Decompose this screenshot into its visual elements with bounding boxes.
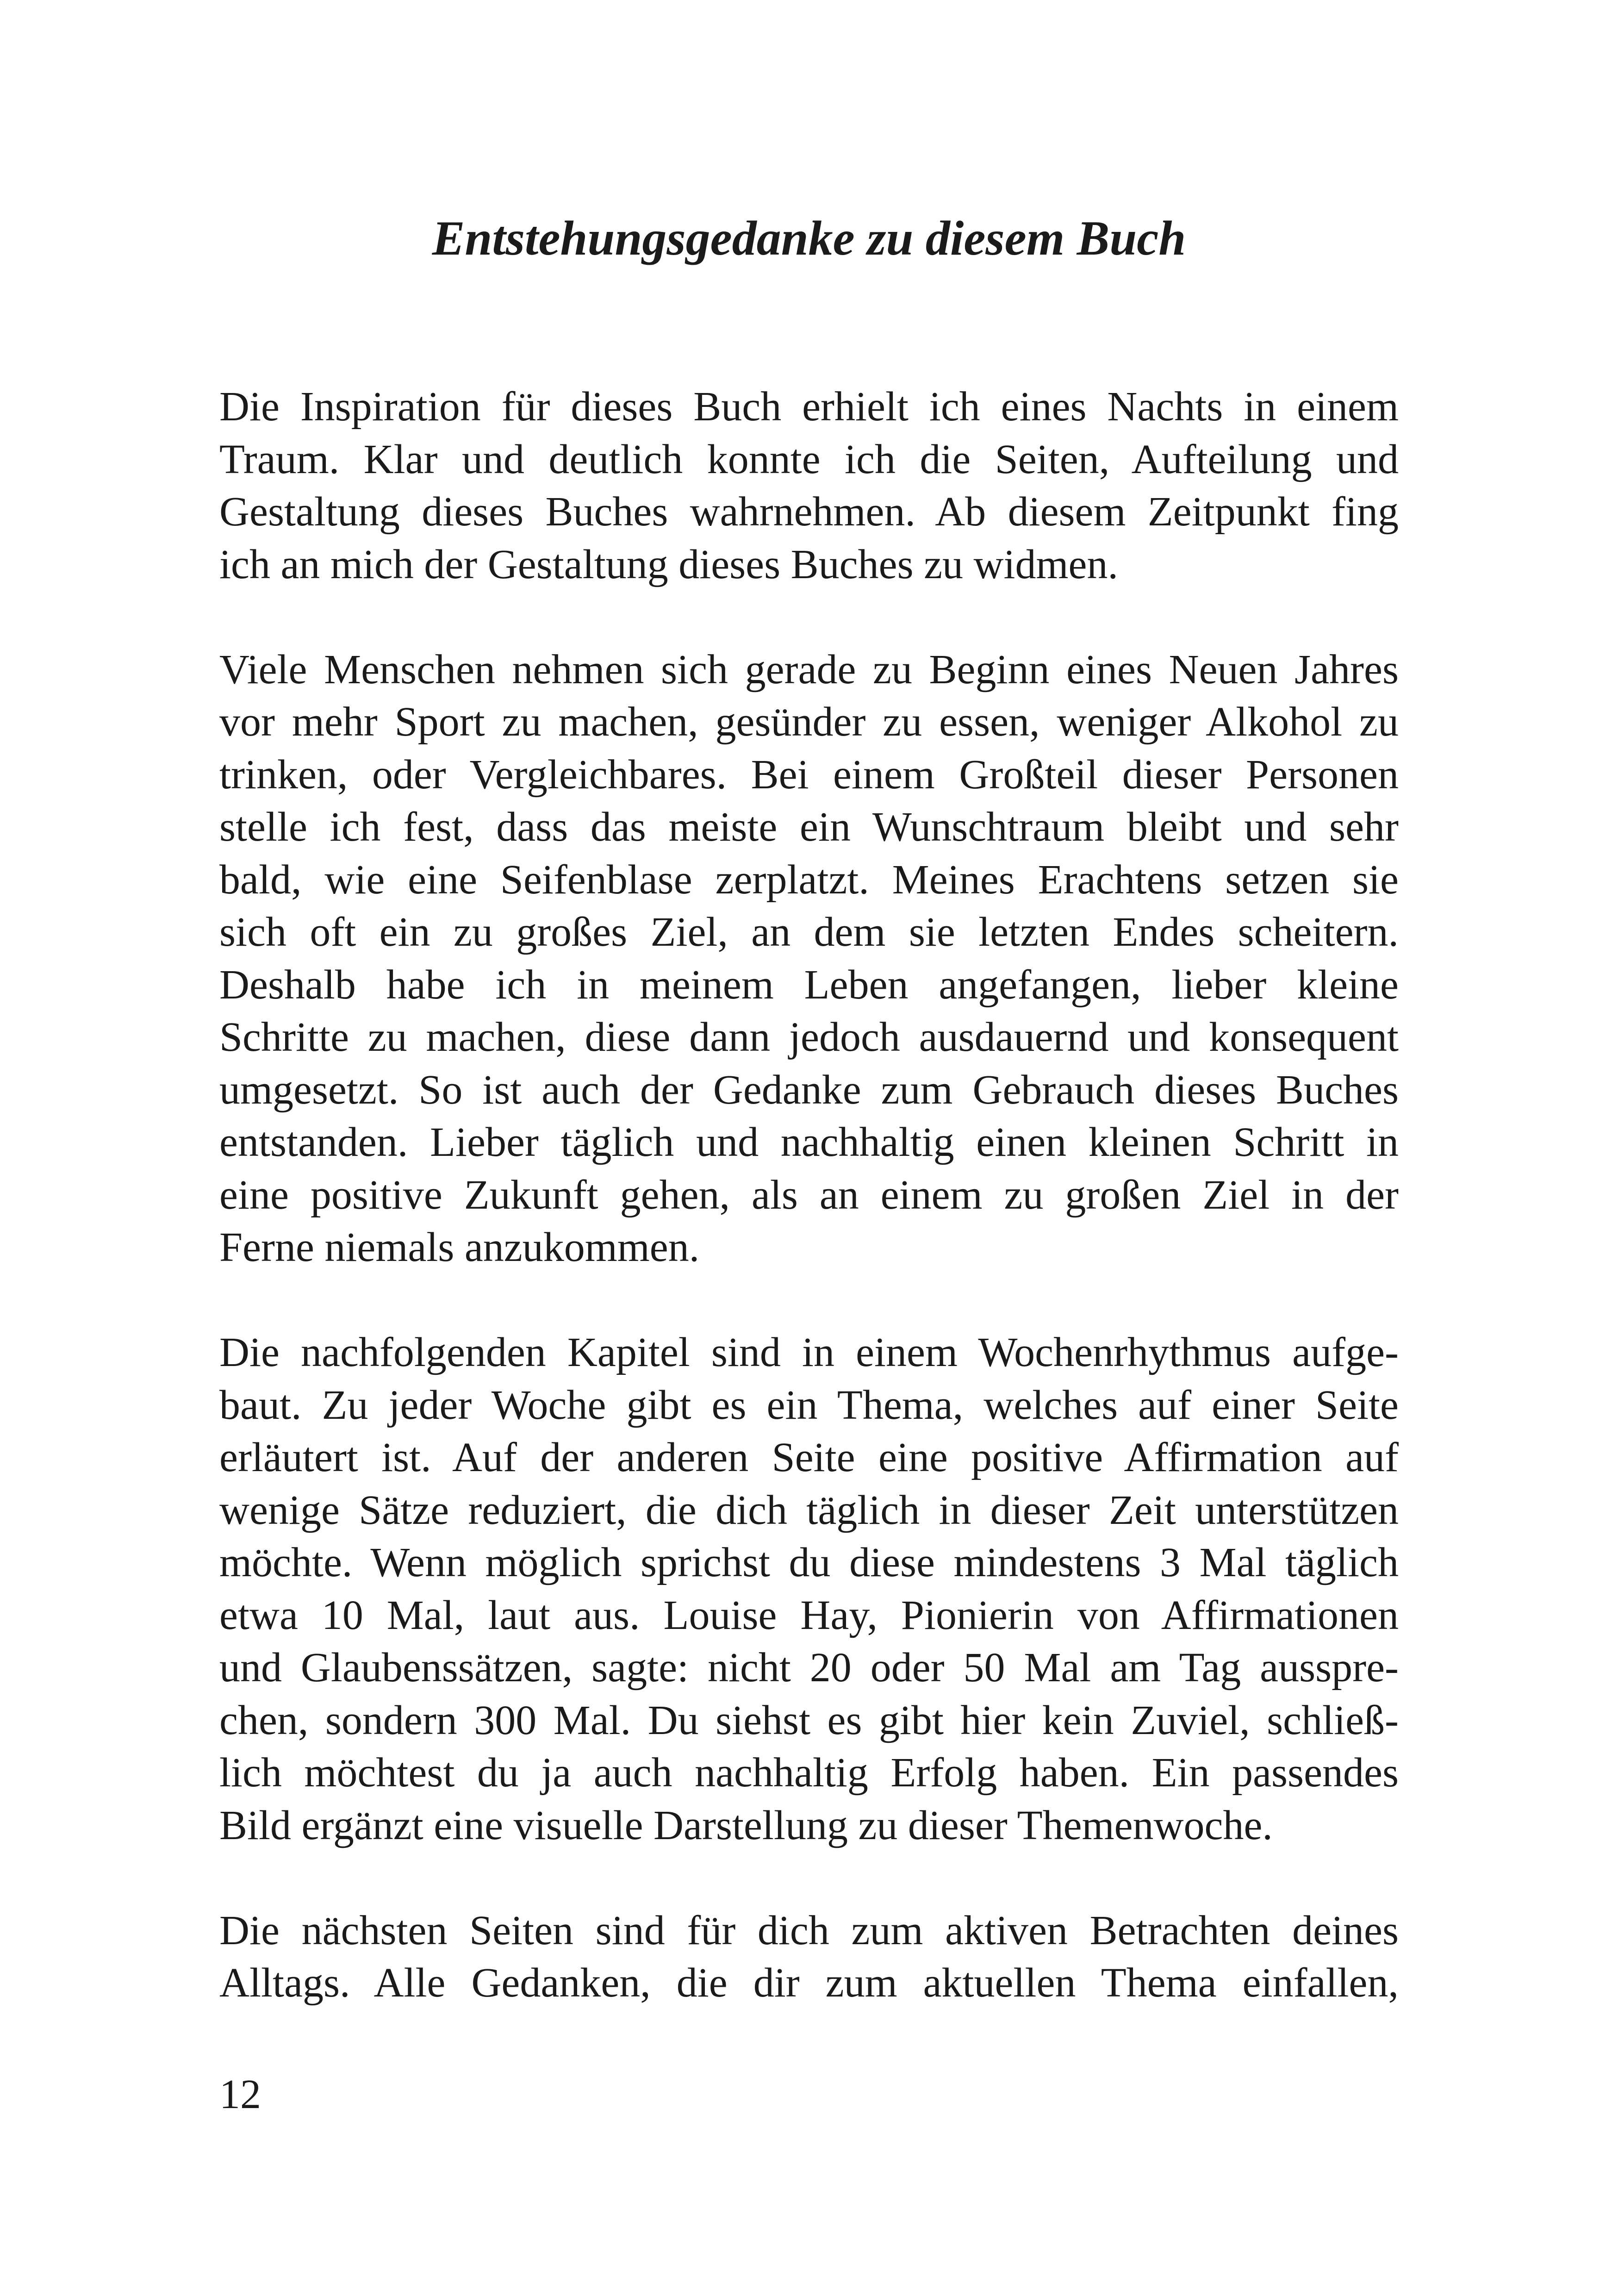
text-line: Alltags. Alle Gedanken, die dir zum aktuellen Thema einfallen, xyxy=(219,1960,1399,2006)
text-line: lich möchtest du ja auch nachhaltig Erfolg haben. Ein passendes xyxy=(219,1750,1399,1796)
text-line: wenige Sätze reduziert, die dich täglich in dieser Zeit unterstützen xyxy=(219,1487,1399,1533)
text-line: Die nachfolgenden Kapitel sind in einem Wochenrhythmus aufge- xyxy=(219,1329,1399,1375)
paragraph xyxy=(219,643,1399,1274)
text-line: ich an mich der Gestaltung dieses Buches zu widmen. xyxy=(219,541,1118,587)
paragraph-gap xyxy=(219,1852,1399,1904)
paragraph-gap xyxy=(219,591,1399,643)
text-line: Bild ergänzt eine visuelle Darstellung zu dieser Themenwoche. xyxy=(219,1802,1273,1848)
chapter-title: Entstehungsgedanke zu diesem Buch xyxy=(432,211,1186,265)
text-line: Gestaltung dieses Buches wahrnehmen. Ab diesem Zeitpunkt fing xyxy=(219,489,1399,535)
text-line: vor mehr Sport zu machen, gesünder zu essen, weniger Alkohol zu xyxy=(219,699,1399,745)
text-line: bald, wie eine Seifenblase zerplatzt. Meines Erachtens setzen sie xyxy=(219,856,1399,903)
text-line: umgesetzt. So ist auch der Gedanke zum Gebrauch dieses Buches xyxy=(219,1067,1399,1113)
text-line: Traum. Klar und deutlich konnte ich die Seiten, Aufteilung und xyxy=(219,436,1399,482)
text-line: Ferne niemals anzukommen. xyxy=(219,1224,700,1270)
text-line: eine positive Zukunft gehen, als an einem zu großen Ziel in der xyxy=(219,1172,1399,1218)
text-line: etwa 10 Mal, laut aus. Louise Hay, Pionierin von Affirmationen xyxy=(219,1592,1399,1638)
text-line: Viele Menschen nehmen sich gerade zu Beginn eines Neuen Jahres xyxy=(219,646,1399,693)
text-line: chen, sondern 300 Mal. Du siehst es gibt hier kein Zuviel, schließ- xyxy=(219,1697,1399,1743)
text-line: Schritte zu machen, diese dann jedoch ausdauernd und konsequent xyxy=(219,1014,1399,1060)
text-line: sich oft ein zu großes Ziel, an dem sie letzten Endes scheitern. xyxy=(219,909,1399,955)
paragraph xyxy=(219,381,1399,591)
text-line: baut. Zu jeder Woche gibt es ein Thema, welches auf einer Seite xyxy=(219,1382,1399,1428)
page-number: 12 xyxy=(219,2071,261,2117)
text-line: Deshalb habe ich in meinem Leben angefangen, lieber kleine xyxy=(219,961,1399,1008)
text-line: trinken, oder Vergleichbares. Bei einem Großteil dieser Personen xyxy=(219,751,1399,798)
text-line: und Glaubenssätzen, sagte: nicht 20 oder 50 Mal am Tag ausspre- xyxy=(219,1645,1399,1691)
text-line: möchte. Wenn möglich sprichst du diese mindestens 3 Mal täglich xyxy=(219,1540,1399,1585)
text-line: Die Inspiration für dieses Buch erhielt ich eines Nachts in einem xyxy=(219,384,1399,430)
paragraph-gap xyxy=(219,1274,1399,1327)
text-line: entstanden. Lieber täglich und nachhaltig einen kleinen Schritt in xyxy=(219,1119,1399,1165)
text-line: stelle ich fest, dass das meiste ein Wunschtraum bleibt und sehr xyxy=(219,804,1399,850)
text-line: Die nächsten Seiten sind für dich zum aktiven Betrachten deines xyxy=(219,1907,1399,1953)
paragraph xyxy=(219,1326,1399,1852)
text-line: erläutert ist. Auf der anderen Seite eine positive Affirmation auf xyxy=(219,1435,1399,1480)
paragraph xyxy=(219,1904,1399,2009)
body-text xyxy=(219,381,1399,2009)
